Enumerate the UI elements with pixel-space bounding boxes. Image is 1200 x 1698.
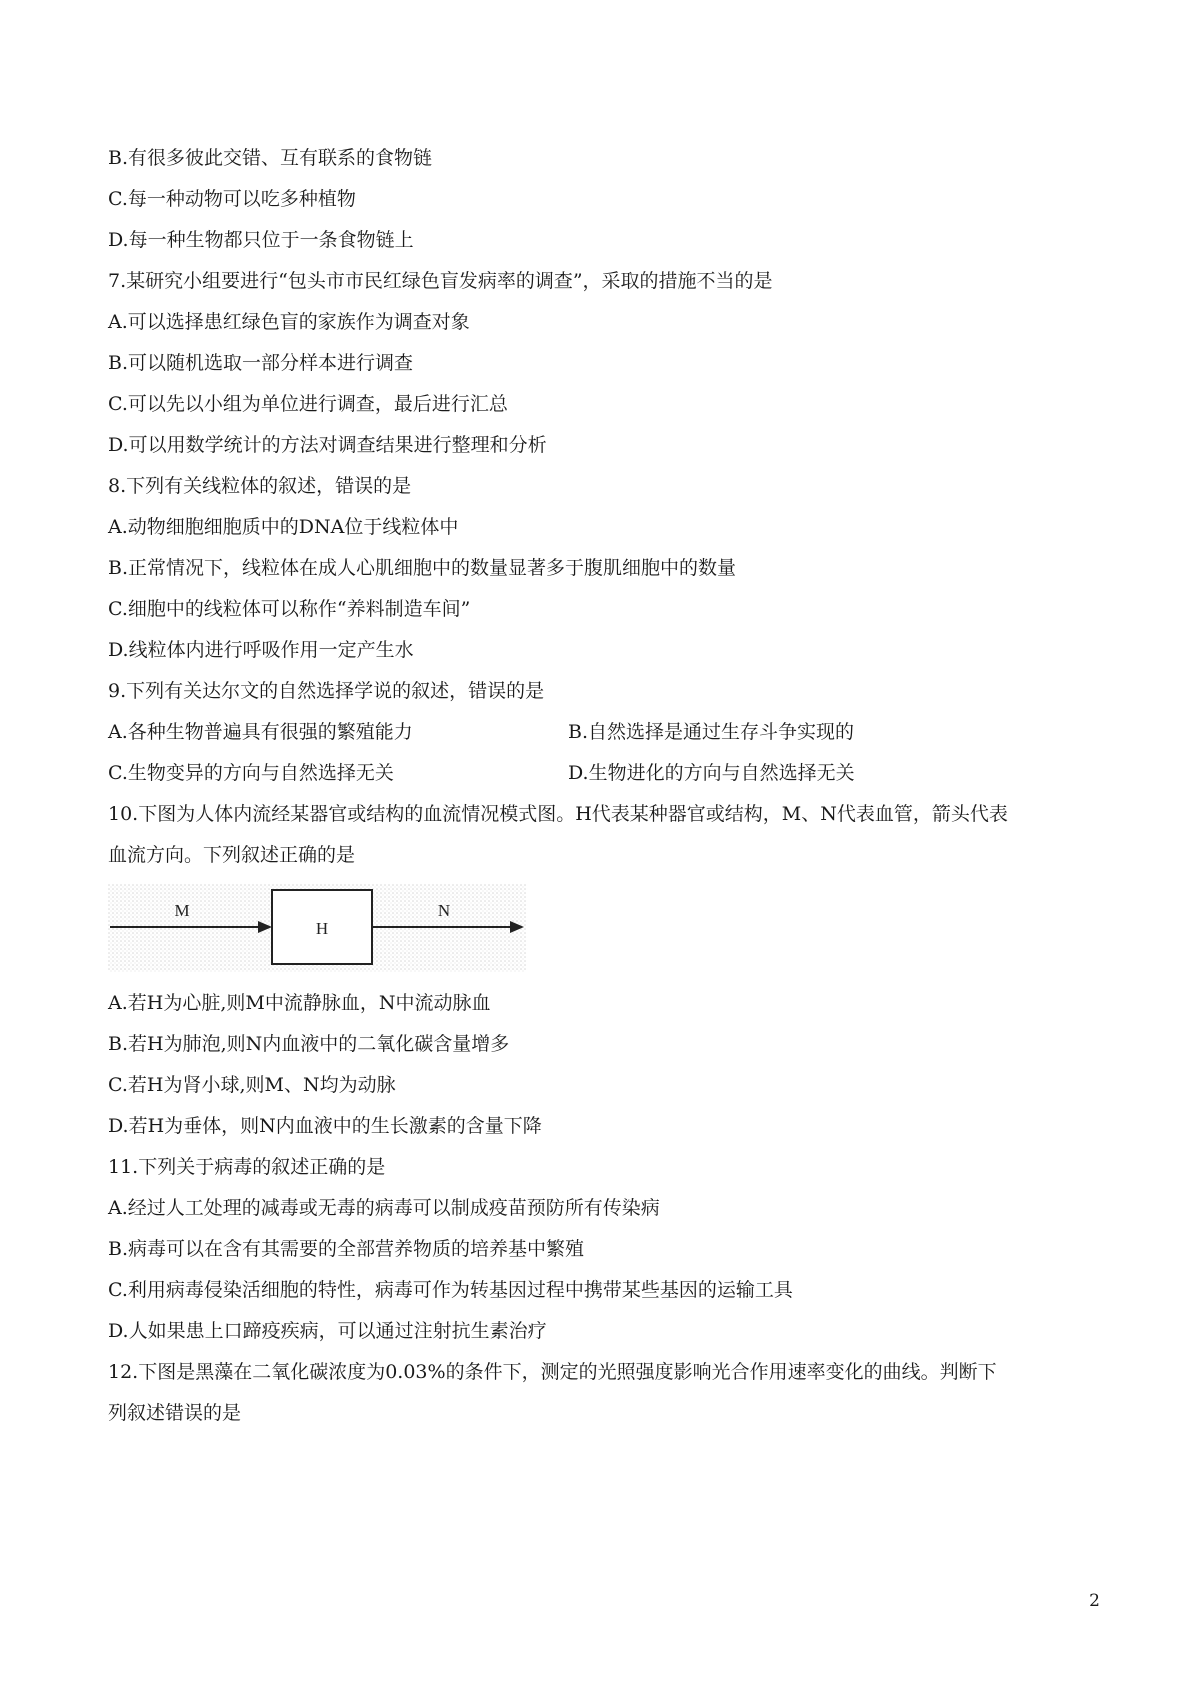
q11-option-d: D.人如果患上口蹄疫疾病，可以通过注射抗生素治疗 <box>108 1320 547 1342</box>
q12-stem-line2: 列叙述错误的是 <box>108 1402 242 1424</box>
q9-option-a: A.各种生物普遍具有很强的繁殖能力 <box>108 721 413 743</box>
vessel-m-label: M <box>174 901 190 920</box>
q9-option-c: C.生物变异的方向与自然选择无关 <box>108 762 394 784</box>
organ-h-label: H <box>315 919 329 938</box>
q8-option-d: D.线粒体内进行呼吸作用一定产生水 <box>108 639 414 661</box>
q10-stem-line1: 10.下图为人体内流经某器官或结构的血流情况模式图。H代表某种器官或结构，M、N代表血管，箭头代表 <box>108 803 1008 825</box>
blood-flow-diagram-svg <box>108 880 528 980</box>
q8-stem: 8.下列有关线粒体的叙述，错误的是 <box>108 475 412 497</box>
q10-option-d: D.若H为垂体，则N内血液中的生长激素的含量下降 <box>108 1115 542 1137</box>
q11-stem: 11.下列关于病毒的叙述正确的是 <box>108 1156 386 1178</box>
q10-option-a: A.若H为心脏,则M中流静脉血，N中流动脉血 <box>108 992 491 1014</box>
blood-flow-diagram <box>108 880 528 980</box>
q6-option-b: B.有很多彼此交错、互有联系的食物链 <box>108 147 433 169</box>
page-number: 2 <box>1089 1591 1100 1611</box>
q7-option-c: C.可以先以小组为单位进行调查，最后进行汇总 <box>108 393 508 415</box>
q9-option-b: B.自然选择是通过生存斗争实现的 <box>568 721 855 743</box>
q12-stem-line1: 12.下图是黑藻在二氧化碳浓度为0.03%的条件下，测定的光照强度影响光合作用速率变化的曲线。判断下 <box>108 1361 997 1383</box>
q8-option-a: A.动物细胞细胞质中的DNA位于线粒体中 <box>108 516 459 538</box>
q10-option-c: C.若H为肾小球,则M、N均为动脉 <box>108 1074 396 1096</box>
q10-option-b: B.若H为肺泡,则N内血液中的二氧化碳含量增多 <box>108 1033 510 1055</box>
q7-option-d: D.可以用数学统计的方法对调查结果进行整理和分析 <box>108 434 547 456</box>
q7-option-a: A.可以选择患红绿色盲的家族作为调查对象 <box>108 311 470 333</box>
q8-option-c: C.细胞中的线粒体可以称作“养料制造车间” <box>108 598 471 620</box>
q7-option-b: B.可以随机选取一部分样本进行调查 <box>108 352 414 374</box>
q10-stem-line2: 血流方向。下列叙述正确的是 <box>108 844 356 866</box>
q11-option-a: A.经过人工处理的减毒或无毒的病毒可以制成疫苗预防所有传染病 <box>108 1197 660 1219</box>
q9-option-d: D.生物进化的方向与自然选择无关 <box>568 762 855 784</box>
q9-stem: 9.下列有关达尔文的自然选择学说的叙述，错误的是 <box>108 680 545 702</box>
q11-option-c: C.利用病毒侵染活细胞的特性，病毒可作为转基因过程中携带某些基因的运输工具 <box>108 1279 793 1301</box>
q6-option-d: D.每一种生物都只位于一条食物链上 <box>108 229 414 251</box>
q6-option-c: C.每一种动物可以吃多种植物 <box>108 188 356 210</box>
q7-stem: 7.某研究小组要进行“包头市市民红绿色盲发病率的调查”，采取的措施不当的是 <box>108 270 773 292</box>
q11-option-b: B.病毒可以在含有其需要的全部营养物质的培养基中繁殖 <box>108 1238 585 1260</box>
vessel-n-label: N <box>437 901 451 920</box>
q8-option-b: B.正常情况下，线粒体在成人心肌细胞中的数量显著多于腹肌细胞中的数量 <box>108 557 737 579</box>
